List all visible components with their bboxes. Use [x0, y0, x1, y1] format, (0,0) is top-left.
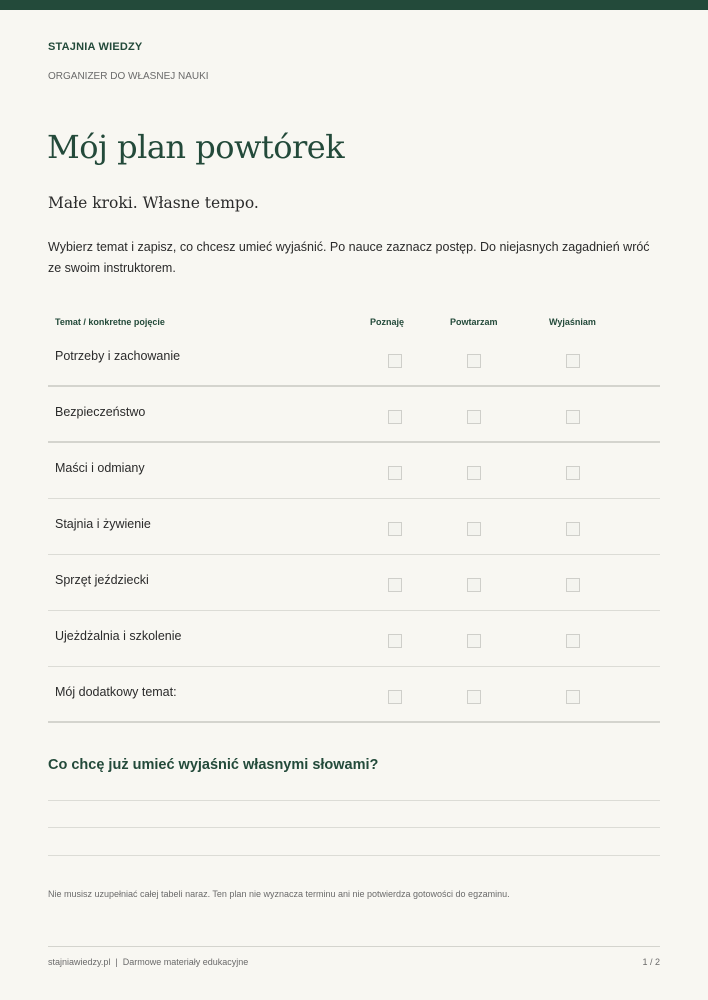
page-subtitle: Małe kroki. Własne tempo.: [48, 194, 259, 212]
checkbox-powtarzam[interactable]: [467, 522, 481, 536]
table-header: [48, 317, 660, 331]
table-row: [48, 331, 660, 387]
section-title: Co chcę już umieć wyjaśnić własnymi słowami?: [48, 757, 379, 773]
checkbox-poznaje[interactable]: [388, 354, 402, 368]
checkbox-poznaje[interactable]: [388, 522, 402, 536]
checkbox-wyjasniam[interactable]: [566, 634, 580, 648]
checkbox-wyjasniam[interactable]: [566, 578, 580, 592]
checkbox-powtarzam[interactable]: [467, 690, 481, 704]
checkbox-poznaje[interactable]: [388, 466, 402, 480]
footnote: Nie musisz uzupełniać całej tabeli naraz. Ten plan nie wyznacza terminu ani nie potwierdza gotowości do egzaminu.: [48, 889, 510, 899]
row-topic-label: Sprzęt jeździecki: [55, 573, 149, 587]
writing-line[interactable]: [48, 827, 660, 828]
footer-divider: [48, 946, 660, 947]
checkbox-powtarzam[interactable]: [467, 634, 481, 648]
checkbox-wyjasniam[interactable]: [566, 466, 580, 480]
row-topic-label: Maści i odmiany: [55, 461, 145, 475]
row-topic-label: Bezpieczeństwo: [55, 405, 146, 419]
table-row: [48, 555, 660, 611]
writing-line[interactable]: [48, 800, 660, 801]
footer-site: stajniawiedzy.pl | Darmowe materiały edukacyjne: [48, 957, 249, 967]
header-topic: Temat / konkretne pojęcie: [55, 317, 165, 327]
row-topic-label: Potrzeby i zachowanie: [55, 349, 181, 363]
table-row: [48, 387, 660, 443]
table-row: [48, 499, 660, 555]
page-title: Mój plan powtórek: [47, 128, 345, 166]
checkbox-poznaje[interactable]: [388, 578, 402, 592]
checkbox-powtarzam[interactable]: [467, 354, 481, 368]
header-wyjasniam: Wyjaśniam: [549, 317, 596, 327]
checkbox-wyjasniam[interactable]: [566, 522, 580, 536]
checkbox-powtarzam[interactable]: [467, 466, 481, 480]
checkbox-wyjasniam[interactable]: [566, 690, 580, 704]
brand-subtitle: ORGANIZER DO WŁASNEJ NAUKI: [48, 71, 209, 82]
row-topic-label: Stajnia i żywienie: [55, 517, 151, 531]
checkbox-wyjasniam[interactable]: [566, 354, 580, 368]
intro-text: Wybierz temat i zapisz, co chcesz umieć wyjaśnić. Po nauce zaznacz postęp. Do niejasnych zagadnień wróć ze swoim instruktorem.: [48, 240, 650, 275]
checkbox-poznaje[interactable]: [388, 634, 402, 648]
row-topic-label: Ujeżdżalnia i szkolenie: [55, 629, 182, 643]
header-powtarzam: Powtarzam: [450, 317, 498, 327]
table-row: [48, 443, 660, 499]
progress-table: [48, 331, 660, 723]
checkbox-powtarzam[interactable]: [467, 410, 481, 424]
checkbox-poznaje[interactable]: [388, 690, 402, 704]
top-accent-bar: [0, 0, 708, 10]
writing-line[interactable]: [48, 855, 660, 856]
row-topic-label: Mój dodatkowy temat:: [55, 685, 177, 699]
page-number: 1 / 2: [642, 957, 660, 967]
checkbox-wyjasniam[interactable]: [566, 410, 580, 424]
checkbox-poznaje[interactable]: [388, 410, 402, 424]
header-poznaje: Poznaję: [370, 317, 405, 327]
table-row: [48, 667, 660, 723]
checkbox-powtarzam[interactable]: [467, 578, 481, 592]
brand-name: STAJNIA WIEDZY: [48, 41, 143, 53]
table-row: [48, 611, 660, 667]
